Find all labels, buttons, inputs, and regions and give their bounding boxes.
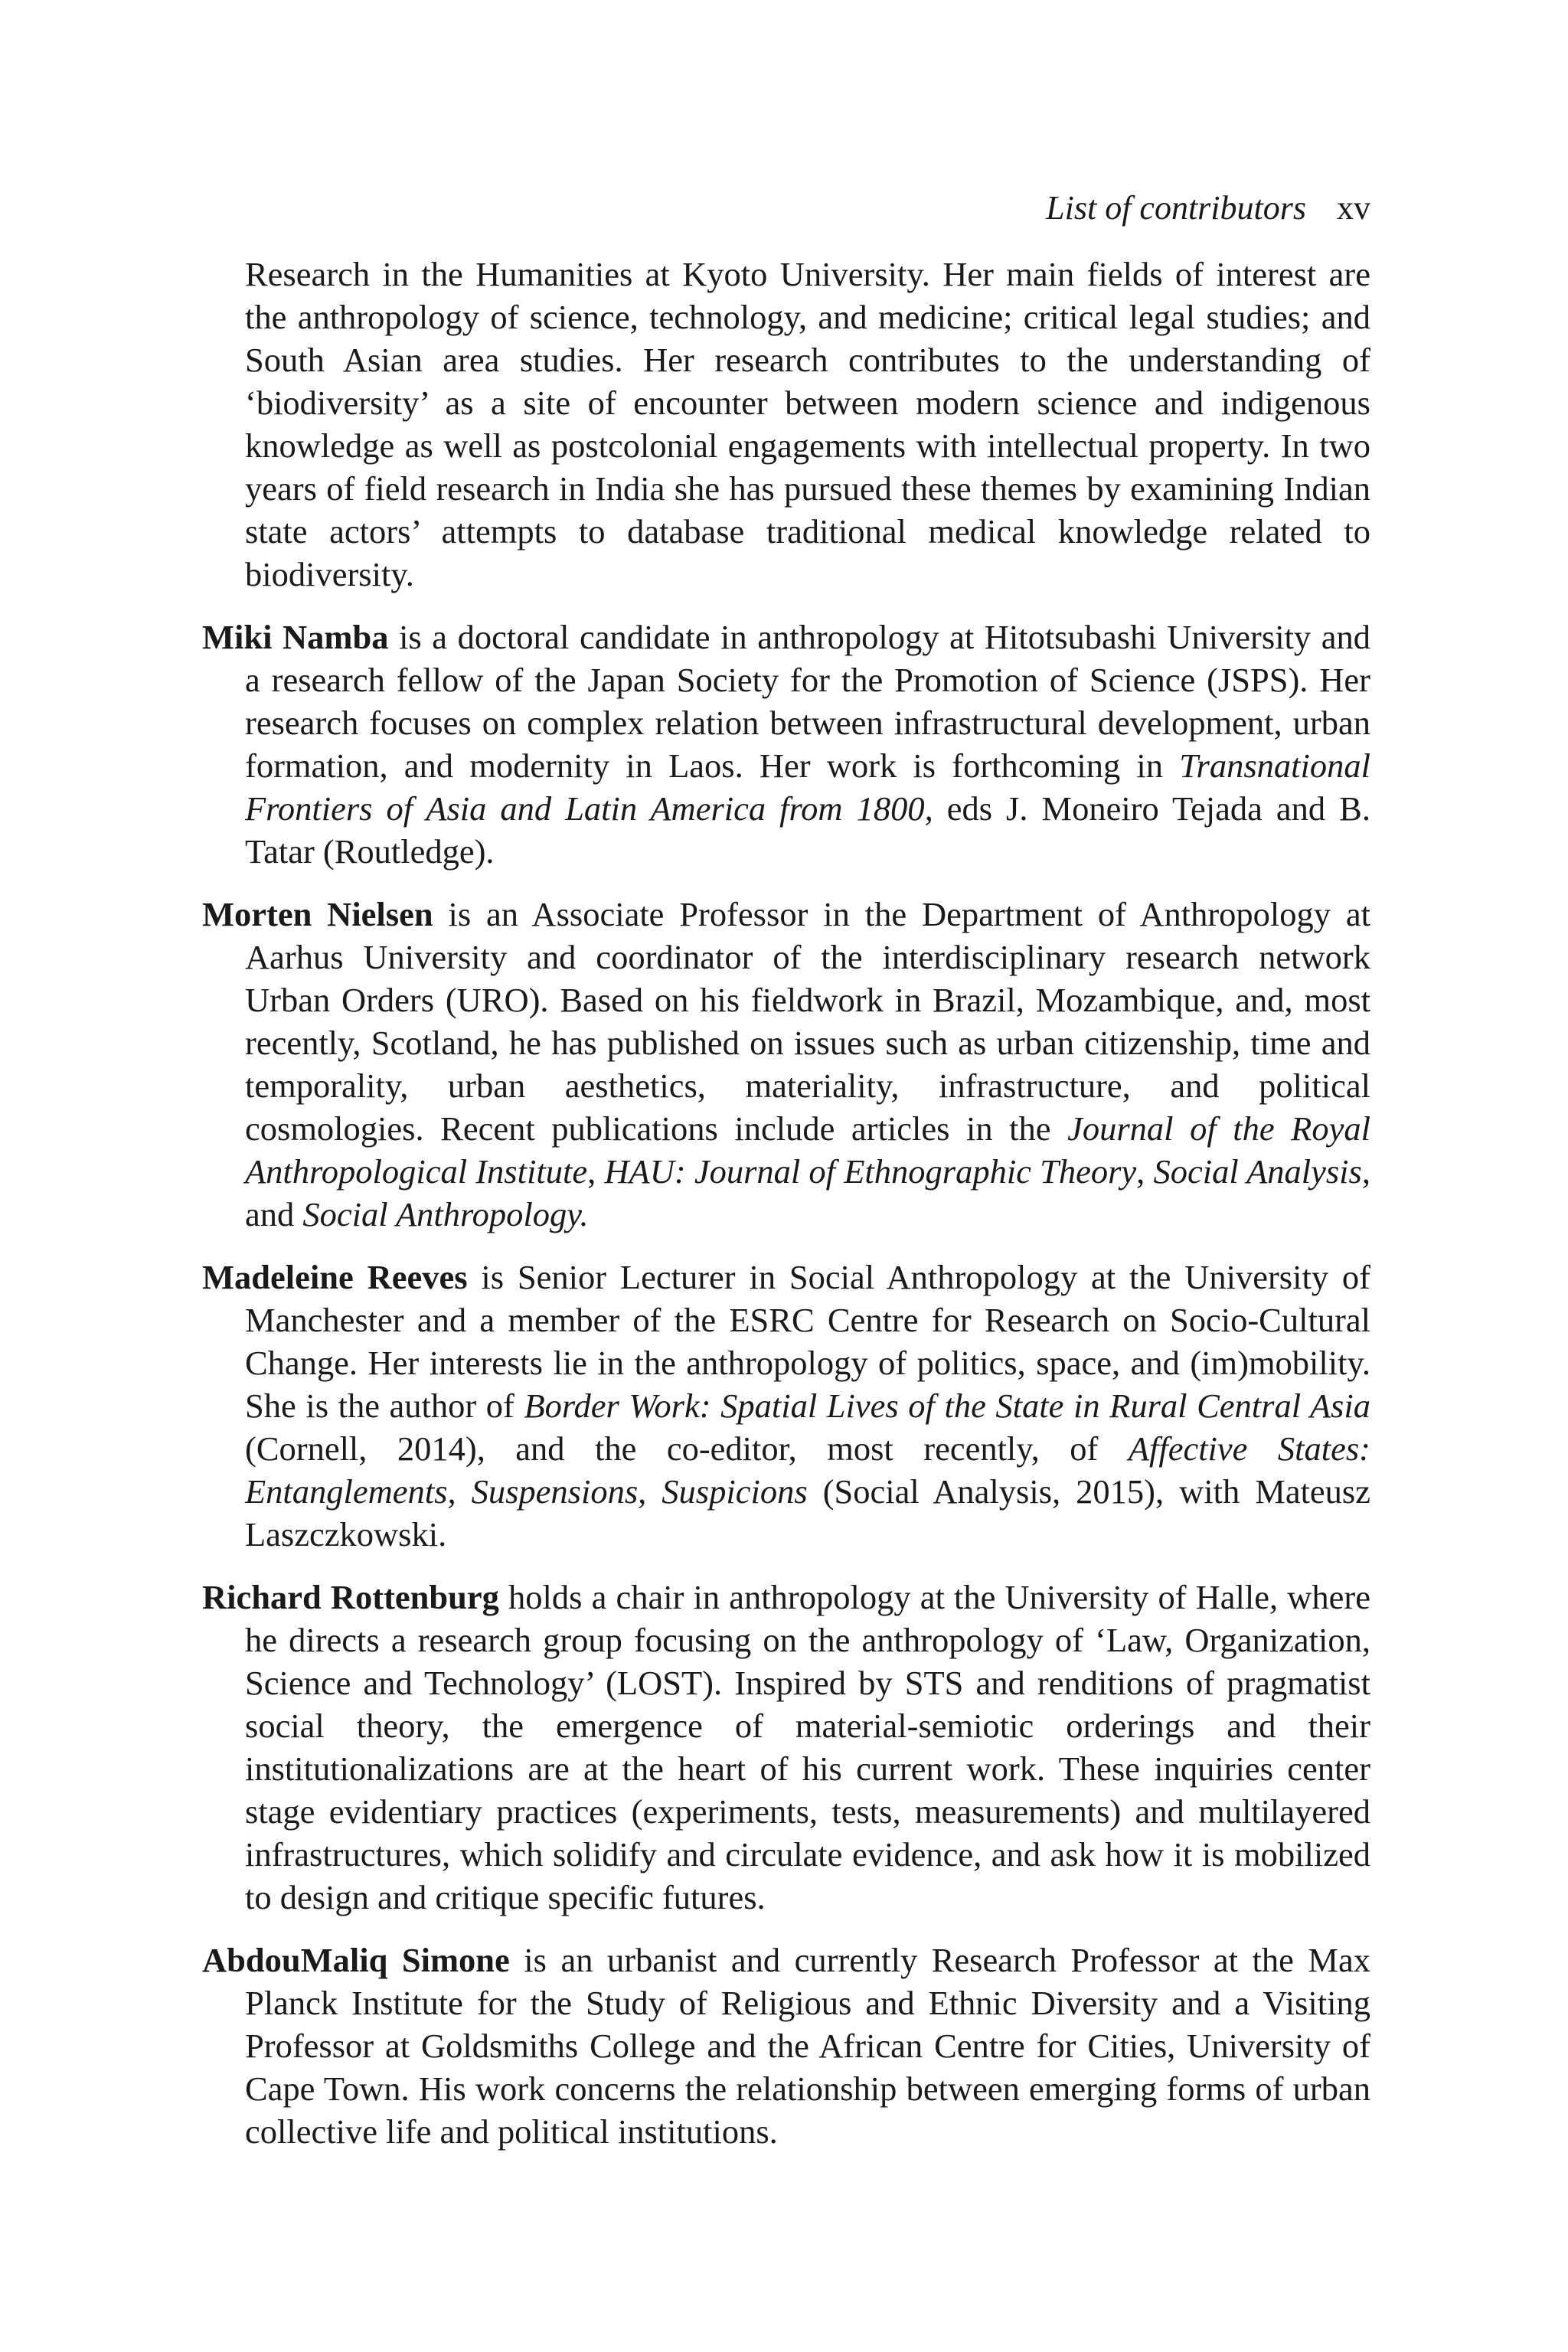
text-segment: is an Associate Professor in the Department of Anthropology at Aarhus University and coordinator of the interdisciplinary research network Urban Orders (URO). Based on his fieldwork in Brazil, Mozambique, and, most recently, Scotland, he has published on issues such as urban citizenship, time and temporality, urban aesthetics, materiality, infrastructure, and political cosmologies. Recent publications include articles in the <box>245 895 1370 1148</box>
journal-title: Journal of the Royal Anthropological Institute <box>245 1109 1370 1191</box>
contributors-list <box>202 253 1370 2153</box>
page-number: xv <box>1337 189 1370 227</box>
contributor-entry-abdoumaliq-simone <box>202 1939 1370 2153</box>
contributor-name: Morten Nielsen <box>202 895 433 933</box>
contributor-entry-miki-namba <box>202 616 1370 873</box>
contributor-name: Miki Namba <box>202 618 389 656</box>
text-segment: Research in the Humanities at Kyoto University. Her main fields of interest are the anthropology of science, technology, and medicine; critical legal studies; and South Asian area studies. Her research contributes to the understanding of ‘biodiversity’ as a site of encounter between modern science and indigenous knowledge as well as postcolonial engagements with intellectual property. In two years of field research in India she has pursued these themes by examining Indian state actors’ attempts to database traditional medical knowledge related to biodiversity. <box>245 255 1370 593</box>
text-segment: (Cornell, 2014), and the co-editor, most recently, of <box>245 1429 1129 1468</box>
text-segment: , <box>1136 1152 1154 1191</box>
text-segment: is Senior Lecturer in Social Anthropology at the University of Manchester and a member of the ESRC Centre for Research on Socio-Cultural Change. Her interests lie in the anthropology of politics, space, and (im)mobility. She is the author of <box>245 1258 1370 1425</box>
journal-title: Social Anthropology. <box>302 1195 589 1233</box>
contributor-name: Richard Rottenburg <box>202 1578 499 1616</box>
text-segment: is a doctoral candidate in anthropology at Hitotsubashi University and a research fellow of the Japan Society for the Promotion of Science (JSPS). Her research focuses on complex relation between infrastructural development, urban formation, and modernity in Laos. Her work is forthcoming in <box>245 618 1370 785</box>
text-segment: is an urbanist and currently Research Professor at the Max Planck Institute for the Study of Religious and Ethnic Diversity and a Visiting Professor at Goldsmiths College and the African Centre for Cities, University of Cape Town. His work concerns the relationship between emerging forms of urban collective life and political institutions. <box>245 1941 1370 2151</box>
contributor-name: Madeleine Reeves <box>202 1258 468 1296</box>
text-segment: (Social Analysis, 2015), with Mateusz Laszczkowski. <box>245 1472 1370 1553</box>
contributor-entry-morten-nielsen <box>202 893 1370 1236</box>
journal-title: Social Analysis <box>1153 1152 1362 1191</box>
text-segment: , and <box>245 1152 1370 1233</box>
text-segment: , <box>587 1152 605 1191</box>
continued-paragraph <box>202 253 1370 596</box>
book-title: Affective States: Entanglements, Suspensions, Suspicions <box>245 1429 1370 1511</box>
contributor-entry-richard-rottenburg <box>202 1576 1370 1919</box>
book-title: Border Work: Spatial Lives of the State in Rural Central Asia <box>524 1387 1370 1425</box>
book-title: Transnational Frontiers of Asia and Latin America from 1800, <box>245 746 1370 828</box>
text-segment: eds J. Moneiro Tejada and B. Tatar (Routledge). <box>245 789 1370 871</box>
text-segment: holds a chair in anthropology at the University of Halle, where he directs a research group focusing on the anthropology of ‘Law, Organization, Science and Technology’ (LOST). Inspired by STS and renditions of pragmatist social theory, the emergence of material-semiotic orderings and their institutionalizations are at the heart of his current work. These inquiries center stage evidentiary practices (experiments, tests, measurements) and multilayered infrastructures, which solidify and circulate evidence, and ask how it is mobilized to design and critique specific futures. <box>245 1578 1370 1916</box>
journal-title: HAU: Journal of Ethnographic Theory <box>604 1152 1137 1191</box>
running-header-title: List of contributors <box>1046 189 1306 227</box>
contributor-name: AbdouMaliq Simone <box>202 1941 510 1979</box>
contributor-entry-madeleine-reeves <box>202 1256 1370 1556</box>
running-header <box>1046 187 1370 230</box>
